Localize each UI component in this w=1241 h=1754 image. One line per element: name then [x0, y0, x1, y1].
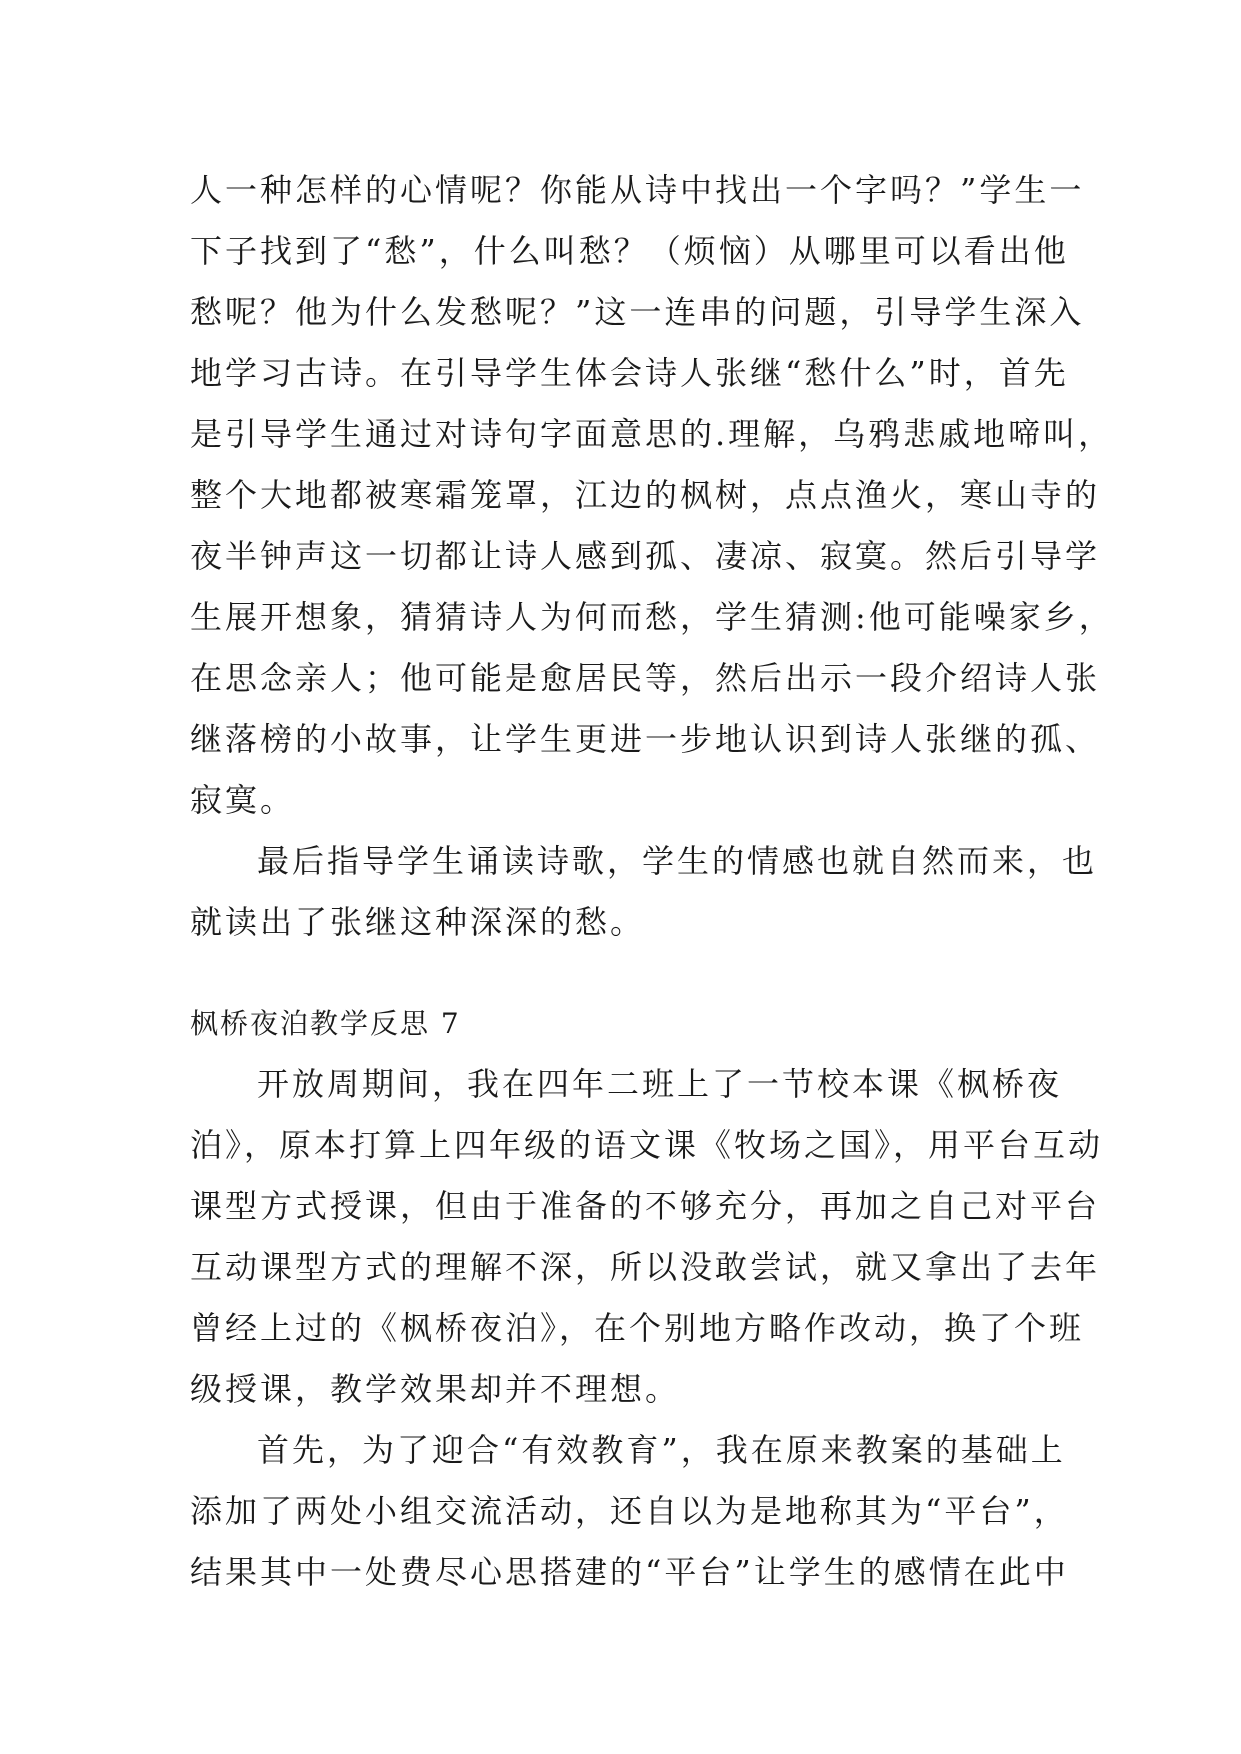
text-line: 愁呢？他为什么发愁呢？”这一连串的问题，引导学生深入	[190, 293, 1085, 331]
text-line: 在思念亲人；他可能是愈居民等，然后出示一段介绍诗人张	[190, 659, 1101, 697]
text-line: 生展开想象，猜猜诗人为何而愁，学生猜测:他可能噪家乡，	[190, 598, 1114, 636]
text-line: 最后指导学生诵读诗歌，学生的情感也就自然而来，也	[257, 842, 1098, 880]
section-heading: 枫桥夜泊教学反思 7	[190, 1007, 461, 1040]
text-line: 继落榜的小故事，让学生更进一步地认识到诗人张继的孤、	[190, 720, 1101, 758]
text-line: 地学习古诗。在引导学生体会诗人张继“愁什么”时，首先	[190, 354, 1069, 392]
paragraph-continued	[190, 160, 1114, 831]
text-line: 添加了两处小组交流活动，还自以为是地称其为“平台”，	[190, 1492, 1069, 1530]
text-line: 级授课，教学效果却并不理想。	[190, 1370, 681, 1408]
text-line: 整个大地都被寒霜笼罩，江边的枫树，点点渔火，寒山寺的	[190, 476, 1101, 514]
document-page	[190, 160, 1114, 1603]
text-line: 结果其中一处费尽心思搭建的“平台”让学生的感情在此中	[190, 1553, 1069, 1591]
text-line: 课型方式授课，但由于准备的不够充分，再加之自己对平台	[190, 1187, 1101, 1225]
paragraph-first-point	[190, 1420, 1069, 1603]
text-line: 人一种怎样的心情呢？你能从诗中找出一个字吗？”学生一	[190, 171, 1085, 209]
section-gap	[190, 953, 1050, 993]
text-line: 开放周期间，我在四年二班上了一节校本课《枫桥夜	[257, 1065, 1063, 1103]
paragraph-final-reading	[190, 831, 1098, 953]
text-line: 寂寞。	[190, 781, 296, 819]
text-line: 是引导学生通过对诗句字面意思的.理解，乌鸦悲戚地啼叫，	[190, 415, 1114, 453]
text-line: 首先，为了迎合“有效教育”，我在原来教案的基础上	[257, 1431, 1066, 1469]
paragraph-open-week	[190, 1054, 1104, 1420]
text-line: 曾经上过的《枫桥夜泊》，在个别地方略作改动，换了个班	[190, 1309, 1085, 1347]
text-line: 互动课型方式的理解不深，所以没敢尝试，就又拿出了去年	[190, 1248, 1101, 1286]
text-line: 就读出了张继这种深深的愁。	[190, 903, 646, 941]
text-line: 泊》，原本打算上四年级的语文课《牧场之国》，用平台互动	[190, 1126, 1104, 1164]
text-line: 下子找到了“愁”，什么叫愁？（烦恼）从哪里可以看出他	[190, 232, 1069, 270]
text-line: 夜半钟声这一切都让诗人感到孤、凄凉、寂寞。然后引导学	[190, 537, 1101, 575]
